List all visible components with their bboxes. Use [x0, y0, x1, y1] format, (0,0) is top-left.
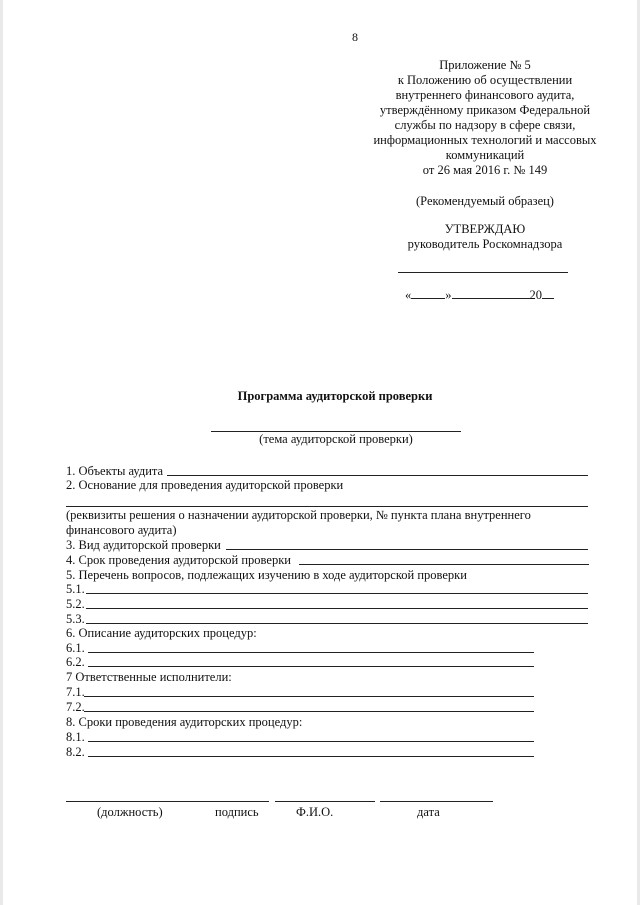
item-7-1-line — [84, 696, 534, 697]
item-2-label: 2. Основание для проведения аудиторской проверки — [66, 478, 344, 492]
basis-note-line-2: финансового аудита) — [66, 523, 177, 537]
item-8-1-label: 8.1. — [66, 730, 85, 744]
date-day-blank — [411, 287, 445, 299]
item-6-label: 6. Описание аудиторских процедур: — [66, 626, 257, 640]
header-line: информационных технологий и массовых — [373, 133, 597, 147]
item-5-3-line — [86, 623, 588, 624]
item-5-1-line — [86, 593, 588, 594]
position-caption: (должность) — [97, 805, 163, 819]
scan-edge-left — [0, 0, 3, 905]
header-line: от 26 мая 2016 г. № 149 — [422, 163, 548, 177]
appendix-header — [360, 58, 610, 178]
date-open-quote: « — [405, 288, 412, 302]
page-number: 8 — [352, 30, 358, 44]
item-1-line — [167, 475, 588, 476]
item-5-2-line — [86, 608, 588, 609]
item-5-3-label: 5.3. — [66, 612, 85, 626]
header-line: службы по надзору в сфере связи, — [394, 118, 576, 132]
item-4-label: 4. Срок проведения аудиторской проверки — [66, 553, 291, 567]
item-6-1-line — [88, 652, 534, 653]
header-line: Приложение № 5 — [439, 58, 531, 72]
date-caption: дата — [417, 805, 440, 819]
item-2-line — [66, 506, 588, 507]
position-signature-line — [66, 801, 269, 802]
item-8-2-label: 8.2. — [66, 745, 85, 759]
date-close-quote: » — [445, 288, 452, 302]
item-3-label: 3. Вид аудиторской проверки — [66, 538, 221, 552]
item-7-label: 7 Ответственные исполнители: — [66, 670, 232, 684]
item-7-2-label: 7.2. — [66, 700, 85, 714]
item-6-1-label: 6.1. — [66, 641, 85, 655]
basis-note-line-1: (реквизиты решения о назначении аудиторской проверки, № пункта плана внутреннего — [66, 508, 531, 522]
item-8-1-line — [88, 741, 534, 742]
item-5-label: 5. Перечень вопросов, подлежащих изучению в ходе аудиторской проверки — [66, 568, 467, 582]
item-7-1-label: 7.1. — [66, 685, 85, 699]
item-3-line — [226, 549, 588, 550]
header-line: утверждённому приказом Федеральной — [379, 103, 591, 117]
item-5-2-label: 5.2. — [66, 597, 85, 611]
sample-note: (Рекомендуемый образец) — [416, 194, 554, 208]
header-line: внутреннего финансового аудита, — [395, 88, 575, 102]
program-title: Программа аудиторской проверки — [237, 389, 433, 403]
item-8-label: 8. Сроки проведения аудиторских процедур: — [66, 715, 303, 729]
item-1-label: 1. Объекты аудита — [66, 464, 164, 478]
item-6-2-label: 6.2. — [66, 655, 85, 669]
date-year: 20 — [529, 288, 542, 302]
name-line — [275, 801, 375, 802]
date-year-blank — [542, 287, 554, 299]
topic-caption: (тема аудиторской проверки) — [259, 432, 413, 446]
approver-signature-line — [398, 272, 568, 273]
item-7-2-line — [84, 711, 534, 712]
approve-label: УТВЕРЖДАЮ — [444, 222, 526, 236]
header-line: коммуникаций — [445, 148, 525, 162]
item-5-1-label: 5.1. — [66, 582, 85, 596]
signature-caption: подпись — [215, 805, 259, 819]
item-4-line — [299, 564, 589, 565]
header-line: к Положению об осуществлении — [397, 73, 573, 87]
date-month-blank — [452, 287, 530, 299]
item-8-2-line — [88, 756, 534, 757]
date-line — [380, 801, 493, 802]
approver-title: руководитель Роскомнадзора — [407, 237, 563, 251]
item-6-2-line — [88, 666, 534, 667]
approval-date — [405, 287, 554, 303]
name-caption: Ф.И.О. — [296, 805, 334, 819]
